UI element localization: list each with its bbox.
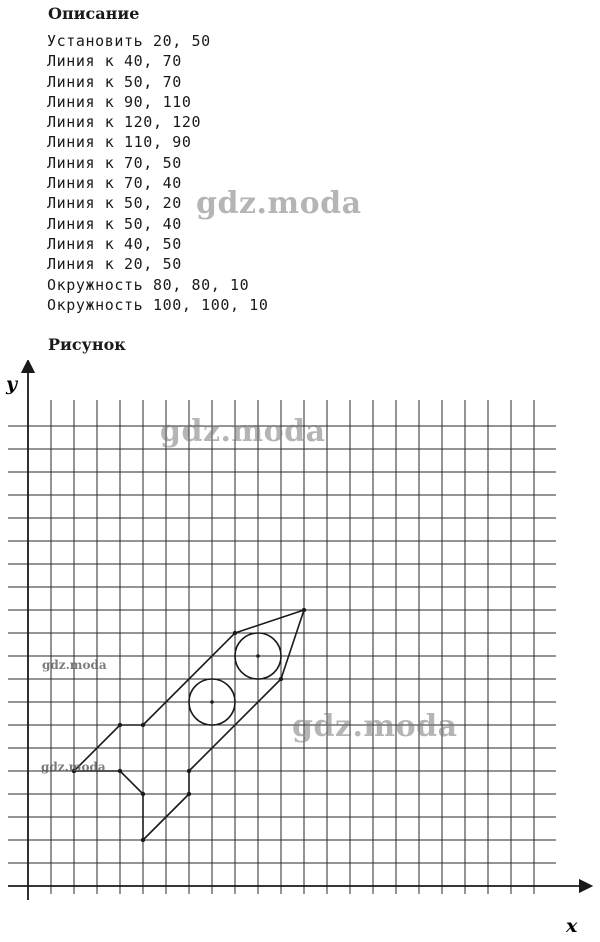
vertex-point xyxy=(187,792,191,796)
command-line: Окружность 80, 80, 10 xyxy=(47,275,250,294)
command-line: Линия к 50, 40 xyxy=(47,214,182,233)
command-line: Линия к 110, 90 xyxy=(47,133,192,152)
watermark: gdz.moda xyxy=(292,709,458,744)
command-line: Линия к 70, 40 xyxy=(47,174,182,193)
command-line: Линия к 50, 70 xyxy=(47,72,182,91)
picture-heading: Рисунок xyxy=(48,335,126,354)
vertex-point xyxy=(141,792,145,796)
watermark: gdz.moda xyxy=(41,760,106,774)
command-line: Установить 20, 50 xyxy=(47,32,211,50)
command-line: Линия к 120, 120 xyxy=(47,113,202,132)
x-axis-label: x xyxy=(566,915,578,937)
vertex-point xyxy=(118,723,122,727)
watermark: gdz.moda xyxy=(160,414,326,449)
command-line: Линия к 70, 50 xyxy=(47,153,182,172)
vertex-point xyxy=(302,608,306,612)
vertex-point xyxy=(233,631,237,635)
circle-center-point xyxy=(256,654,260,658)
command-line: Линия к 40, 50 xyxy=(47,234,182,253)
vertex-point xyxy=(141,838,145,842)
vertex-point xyxy=(118,769,122,773)
vertex-point xyxy=(187,769,191,773)
description-heading: Описание xyxy=(48,4,140,23)
watermark: gdz.moda xyxy=(196,186,362,221)
command-list xyxy=(47,31,269,315)
vertex-point xyxy=(141,723,145,727)
y-axis-label: y xyxy=(6,373,18,395)
command-line: Линия к 40, 70 xyxy=(47,52,182,71)
grid-lines xyxy=(8,400,556,894)
command-line: Линия к 90, 110 xyxy=(47,92,192,111)
command-line: Линия к 20, 50 xyxy=(47,255,182,274)
command-line: Линия к 50, 20 xyxy=(47,194,182,213)
watermark: gdz.moda xyxy=(42,658,107,672)
circle-center-point xyxy=(210,700,214,704)
command-line: Окружность 100, 100, 10 xyxy=(47,295,269,314)
vertex-point xyxy=(279,677,283,681)
